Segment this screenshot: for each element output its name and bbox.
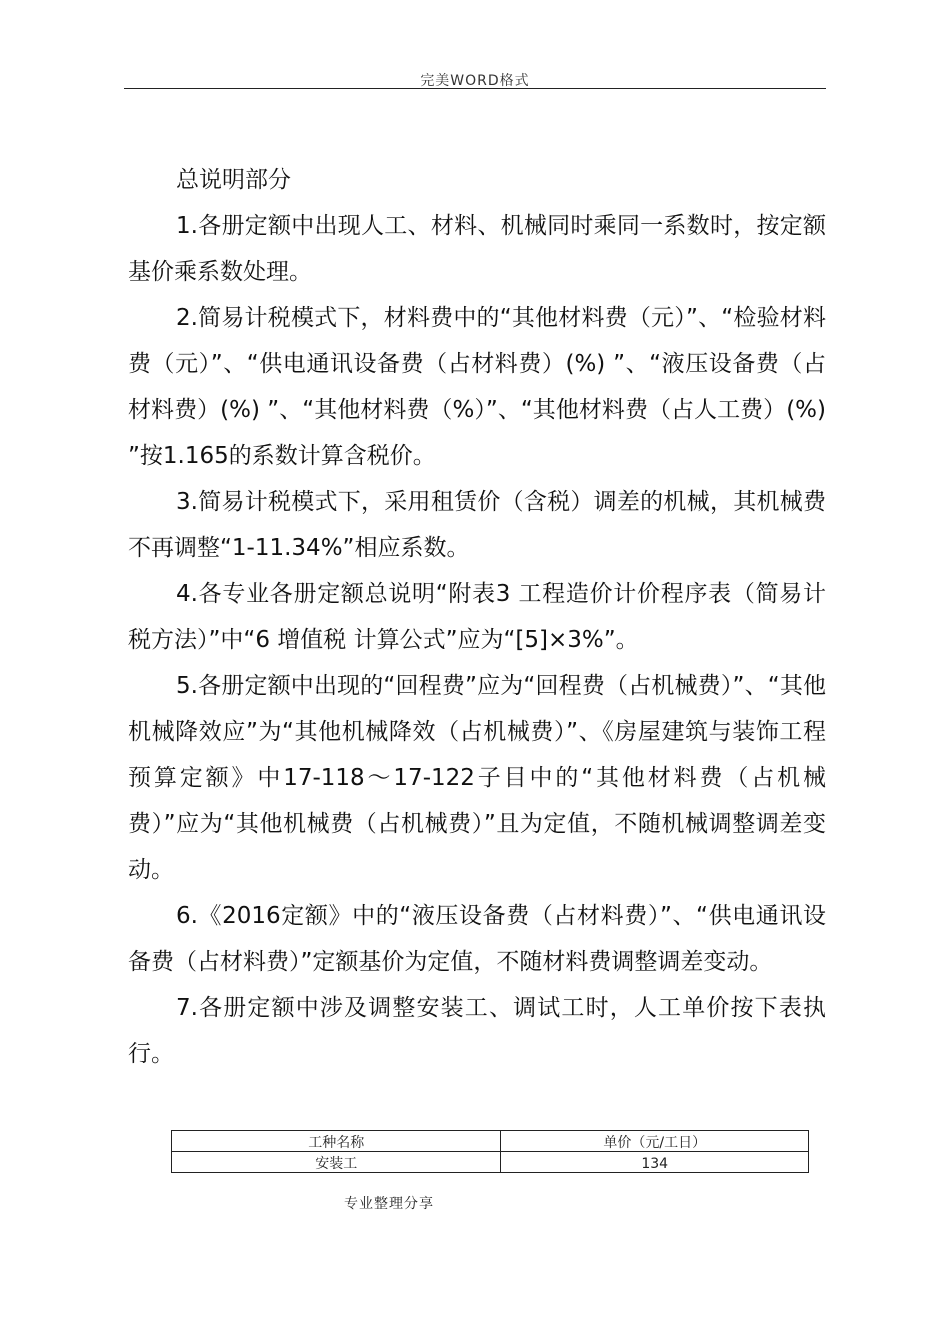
table-cell: 安装工 bbox=[172, 1152, 501, 1173]
header-divider bbox=[124, 88, 826, 89]
document-body bbox=[128, 157, 826, 1077]
section-title: 总说明部分 bbox=[176, 167, 291, 193]
paragraph-5: 5.各册定额中出现的“回程费”应为“回程费（占机械费）”、“其他机械降效应”为“其他机械降效（占机械费）”、《房屋建筑与装饰工程预算定额》中17-118～17-122子目中的“其他材料费（占机械费）”应为“其他机械费（占机械费）”且为定值，不随机械调整调差变动。 bbox=[128, 673, 826, 883]
paragraph-7: 7.各册定额中涉及调整安装工、调试工时，人工单价按下表执行。 bbox=[128, 995, 826, 1067]
paragraph-2: 2.简易计税模式下，材料费中的“其他材料费（元）”、“检验材料费（元）”、“供电通讯设备费（占材料费）(%) ”、“液压设备费（占材料费）(%) ”、“其他材料费（%）”、“其他材料费（占人工费）(%) ”按1.165的系数计算含税价。 bbox=[128, 305, 826, 469]
paragraph-6: 6.《2016定额》中的“液压设备费（占材料费）”、“供电通讯设备费（占材料费）”定额基价为定值，不随材料费调整调差变动。 bbox=[128, 903, 826, 975]
paragraph-4: 4.各专业各册定额总说明“附表3 工程造价计价程序表（简易计税方法）”中“6 增值税 计算公式”应为“[5]×3%”。 bbox=[128, 581, 826, 653]
table-header-cell: 单价（元/工日） bbox=[501, 1131, 809, 1152]
page-header: 完美WORD格式 bbox=[420, 73, 530, 89]
table-cell: 134 bbox=[501, 1152, 809, 1173]
page-footer: 专业整理分享 bbox=[344, 1196, 434, 1212]
paragraph-1: 1.各册定额中出现人工、材料、机械同时乘同一系数时，按定额基价乘系数处理。 bbox=[128, 213, 826, 285]
paragraph-3: 3.简易计税模式下，采用租赁价（含税）调差的机械，其机械费不再调整“1-11.34%”相应系数。 bbox=[128, 489, 826, 561]
labor-rate-table bbox=[171, 1130, 809, 1173]
table-header-row bbox=[172, 1131, 809, 1152]
table-row bbox=[172, 1152, 809, 1173]
table-header-cell: 工种名称 bbox=[172, 1131, 501, 1152]
